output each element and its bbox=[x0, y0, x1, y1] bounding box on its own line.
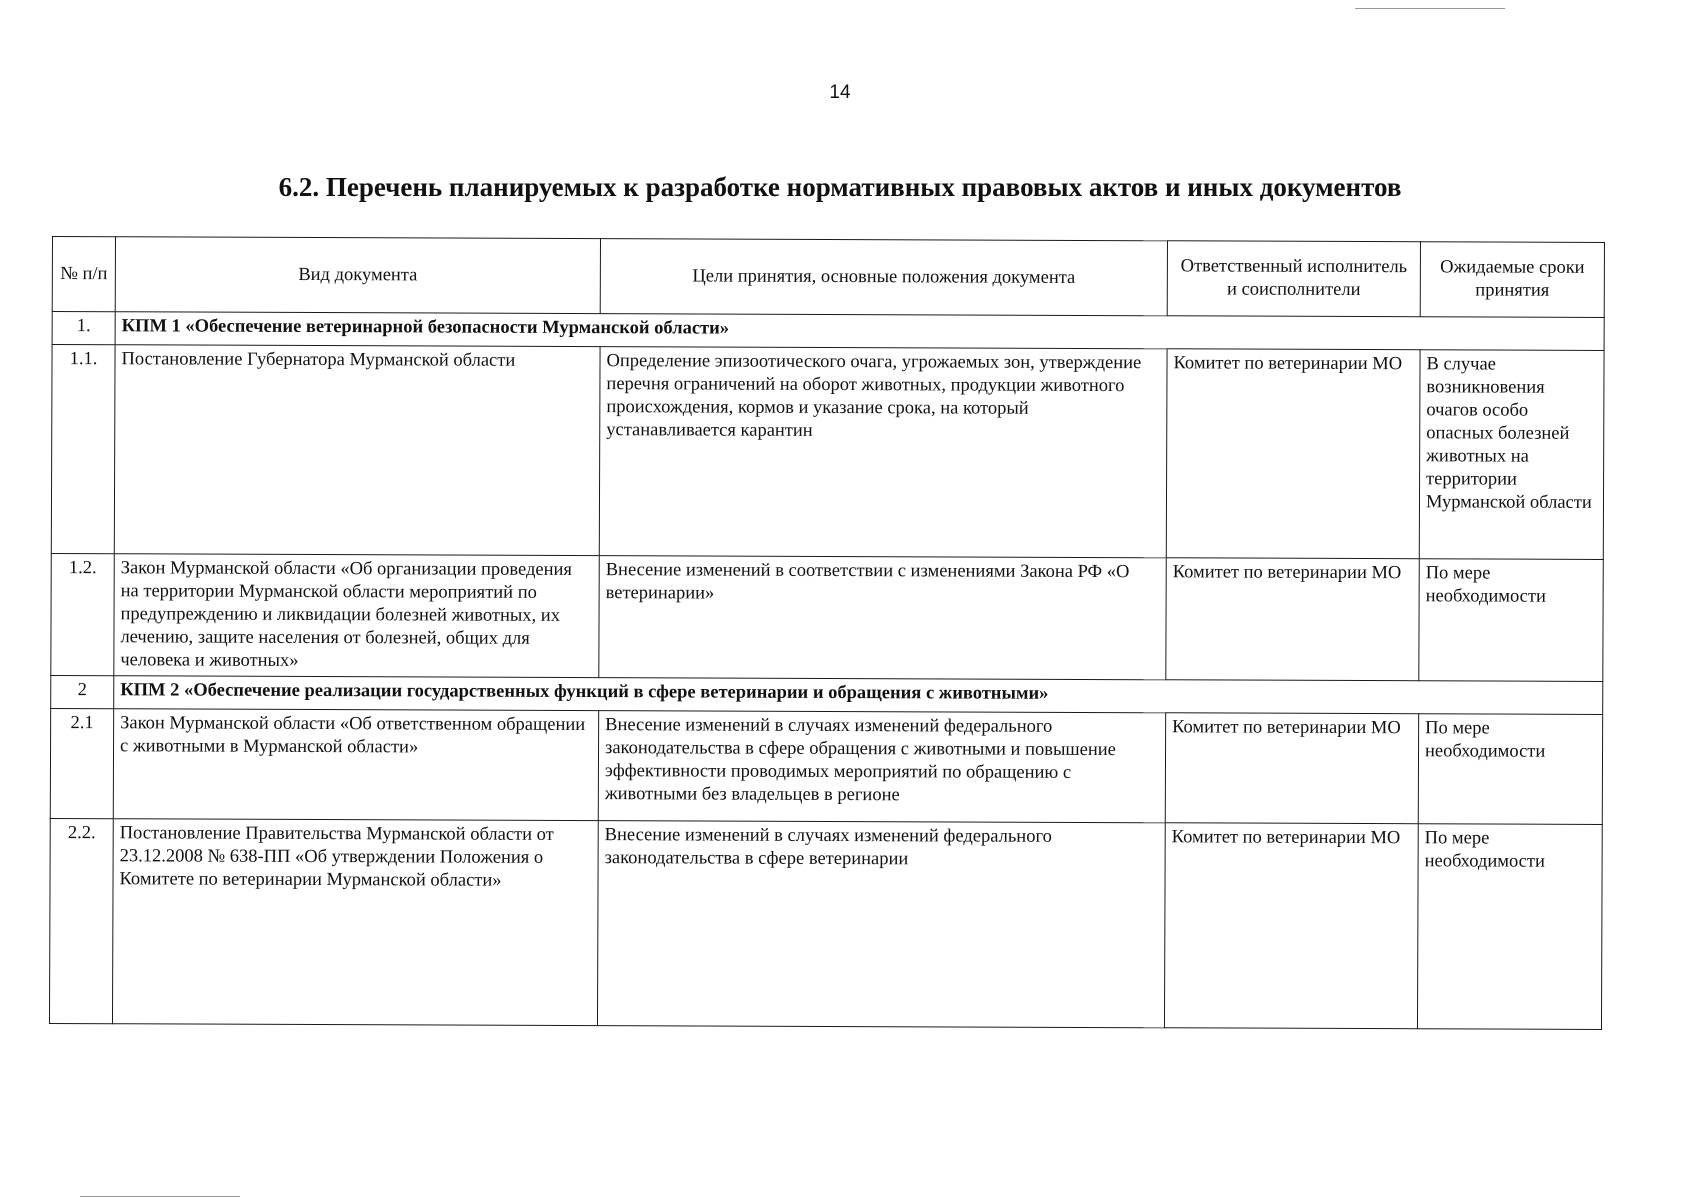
row-goals: Внесение изменений в случаях изменений федерального законодательства в сфере ветеринарии bbox=[597, 821, 1165, 1028]
page-number: 14 bbox=[829, 82, 851, 103]
row-goals: Внесение изменений в случаях изменений федерального законодательства в сфере обращения с животными и повышение эффективности проводимых мероприятий по обращению с животными без владельцев в регионе bbox=[598, 711, 1165, 823]
row-deadline: В случае возникновения очагов особо опасных болезней животных на территории Мурманской области bbox=[1419, 350, 1604, 560]
scan-artifact-line-bottom bbox=[80, 1196, 240, 1197]
table-header-row bbox=[52, 237, 1604, 318]
header-doc-type: Вид документа bbox=[115, 237, 600, 314]
row-num: 1.1. bbox=[51, 345, 115, 554]
table-row bbox=[50, 708, 1602, 824]
row-deadline: По мере необходимости bbox=[1418, 714, 1602, 825]
row-num: 1.2. bbox=[51, 553, 114, 675]
row-deadline: По мере необходимости bbox=[1417, 824, 1602, 1030]
header-deadline: Ожидаемые сроки принятия bbox=[1420, 242, 1604, 318]
row-responsible: Комитет по ветеринарии МО bbox=[1165, 713, 1418, 824]
header-goals: Цели принятия, основные положения документа bbox=[600, 239, 1167, 316]
documents-table-container bbox=[49, 236, 1604, 1030]
table-row bbox=[49, 818, 1602, 1029]
row-responsible: Комитет по ветеринарии МО bbox=[1166, 558, 1419, 681]
section-title: КПМ 1 «Обеспечение ветеринарной безопасности Мурманской области» bbox=[115, 312, 1604, 351]
row-responsible: Комитет по ветеринарии МО bbox=[1166, 349, 1420, 559]
row-doc-type: Постановление Губернатора Мурманской области bbox=[114, 345, 600, 556]
documents-table bbox=[49, 236, 1605, 1030]
section-num: 2 bbox=[51, 675, 114, 708]
row-responsible: Комитет по ветеринарии МО bbox=[1164, 823, 1418, 1029]
page-title: 6.2. Перечень планируемых к разработке нормативных правовых актов и иных документов bbox=[278, 172, 1402, 202]
row-num: 2.1 bbox=[50, 708, 113, 818]
row-doc-type: Постановление Правительства Мурманской области от 23.12.2008 № 638-ПП «Об утверждении Положения о Комитете по ветеринарии Мурманской области» bbox=[112, 819, 598, 1026]
table-row bbox=[51, 553, 1603, 681]
row-doc-type: Закон Мурманской области «Об организации проведения на территории Мурманской области мероприятий по предупреждению и ликвидации болезней животных, их лечению, защите населения от болезней, общих для человека и животных» bbox=[114, 554, 599, 678]
section-num: 1. bbox=[52, 312, 115, 345]
section-title: КПМ 2 «Обеспечение реализации государственных функций в сфере ветеринарии и обращения с животными» bbox=[114, 676, 1603, 715]
row-doc-type: Закон Мурманской области «Об ответственном обращении с животными в Мурманской области» bbox=[113, 709, 598, 821]
table-row bbox=[51, 345, 1604, 560]
row-deadline: По мере необходимости bbox=[1419, 559, 1603, 682]
header-num: № п/п bbox=[52, 237, 115, 312]
row-num: 2.2. bbox=[49, 818, 113, 1023]
header-responsible: Ответственный исполнитель и соисполнители bbox=[1167, 241, 1420, 317]
scan-artifact-line-top bbox=[1355, 8, 1505, 9]
row-goals: Внесение изменений в соответствии с изменениями Закона РФ «О ветеринарии» bbox=[599, 556, 1166, 680]
row-goals: Определение эпизоотического очага, угрожаемых зон, утверждение перечня ограничений на оборот животных, продукции животного происхождения, кормов и указание срока, на который устанавливается карантин bbox=[599, 347, 1167, 558]
